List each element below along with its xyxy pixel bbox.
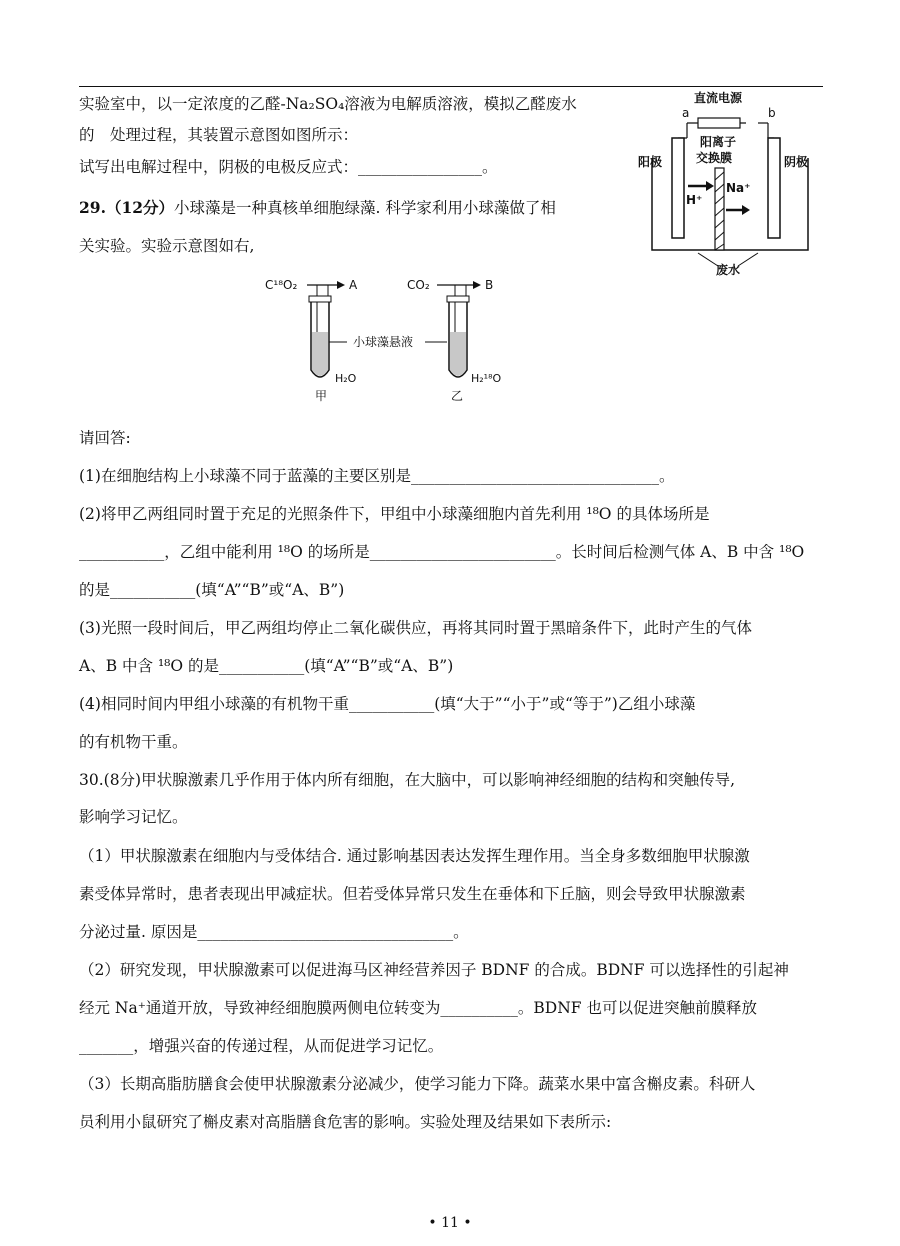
intro-line-1: 实验室中，以一定浓度的乙醛-Na₂SO₄溶液为电解质溶液，模拟乙醛废水 — [79, 95, 577, 113]
q30-part-3b: 员利用小鼠研究了槲皮素对高脂膳食危害的影响。实验处理及结果如下表所示: — [79, 1113, 612, 1131]
q29-ask: 请回答: — [79, 429, 131, 447]
suspension-label: 小球藻悬液 — [353, 335, 414, 349]
q29-part-3a: (3)光照一段时间后，甲乙两组均停止二氧化碳供应，再将其同时置于黑暗条件下，此时产生的气体 — [79, 619, 752, 637]
q30-part-1b: 素受体异常时，患者表现出甲减症状。但若受体异常只发生在垂体和下丘脑，则会导致甲状腺激素 — [79, 885, 746, 903]
anode-label: 阳极 — [638, 155, 663, 169]
q29-part-2a: (2)将甲乙两组同时置于充足的光照条件下，甲组中小球藻细胞内首先利用 ¹⁸O 的具体场所是 — [79, 505, 710, 523]
intro-line-3: 试写出电解过程中，阴极的电极反应式：________________。 — [79, 158, 498, 176]
q29-part-1: (1)在细胞结构上小球藻不同于蓝藻的主要区别是________________________________。 — [79, 467, 675, 485]
right-water-label: H₂¹⁸O — [471, 372, 502, 385]
left-water-label: H₂O — [335, 372, 357, 385]
anode-electrode — [672, 138, 684, 238]
power-source — [698, 118, 740, 128]
q29-part-2b: ___________，乙组中能利用 ¹⁸O 的场所是________________________。长时间后检测气体 A、B 中含 ¹⁸O — [79, 543, 805, 561]
q30-part-2b: 经元 Na⁺通道开放，导致神经细胞膜两侧电位转变为__________。BDNF 也可以促进突触前膜释放 — [79, 999, 757, 1017]
na-ion-label: Na⁺ — [726, 181, 751, 195]
test-tube-diagram — [265, 274, 525, 404]
q29-part-4b: 的有机物干重。 — [79, 733, 188, 751]
cathode-label: 阴极 — [784, 155, 809, 169]
terminal-b: b — [768, 106, 776, 120]
q30-part-3a: （3）长期高脂肪膳食会使甲状腺激素分泌减少，使学习能力下降。蔬菜水果中富含槲皮素。科研人 — [79, 1075, 756, 1093]
q29-part-4a: (4)相同时间内甲组小球藻的有机物干重___________(填“大于”“小于”或“等于”)乙组小球藻 — [79, 695, 696, 713]
membrane-label-2: 交换膜 — [696, 151, 733, 165]
q30-part-2c: _______，增强兴奋的传递过程，从而促进学习记忆。 — [79, 1037, 444, 1055]
gas-left-label: C¹⁸O₂ — [265, 278, 298, 292]
waste-water-label: 废水 — [716, 263, 741, 277]
q29-number: 29.（12分） — [79, 198, 175, 217]
membrane-label-1: 阳离子 — [700, 135, 737, 149]
h-ion-label: H⁺ — [686, 193, 703, 207]
q29-part-2c: 的是___________(填“A”“B”或“A、B”) — [79, 581, 345, 599]
intro-line-2: 的 处理过程，其装置示意图如图所示： — [79, 126, 359, 144]
top-rule — [79, 86, 823, 87]
output-b-label: B — [485, 278, 494, 292]
q29-line-1 — [79, 198, 556, 218]
gas-right-label: CO₂ — [407, 278, 430, 292]
output-a-label: A — [349, 278, 358, 292]
q30-part-1c: 分泌过量. 原因是_________________________________。 — [79, 923, 469, 941]
electrolysis-diagram — [638, 88, 823, 283]
cathode-electrode — [768, 138, 780, 238]
q30-line-2: 影响学习记忆。 — [79, 808, 188, 826]
terminal-a: a — [682, 106, 690, 120]
right-tube-label: 乙 — [451, 389, 464, 403]
q30-part-1a: （1）甲状腺激素在细胞内与受体结合. 通过影响基因表达发挥生理作用。当全身多数细胞甲状腺激 — [79, 847, 750, 865]
q29-part-3b: A、B 中含 ¹⁸O 的是___________(填“A”“B”或“A、B”) — [79, 657, 454, 675]
page-number: • 11 • — [428, 1215, 472, 1231]
left-tube-label: 甲 — [315, 389, 328, 403]
q29-text-1: 小球藻是一种真核单细胞绿藻. 科学家利用小球藻做了相 — [174, 199, 556, 217]
q29-line-2: 关实验。实验示意图如右, — [79, 237, 255, 255]
q30-part-2a: （2）研究发现，甲状腺激素可以促进海马区神经营养因子 BDNF 的合成。BDNF 可以选择性的引起神 — [79, 961, 789, 979]
power-label: 直流电源 — [694, 91, 743, 105]
q30-line-1: 30.(8分)甲状腺激素几乎作用于体内所有细胞，在大脑中，可以影响神经细胞的结构和突触传导, — [79, 771, 736, 789]
